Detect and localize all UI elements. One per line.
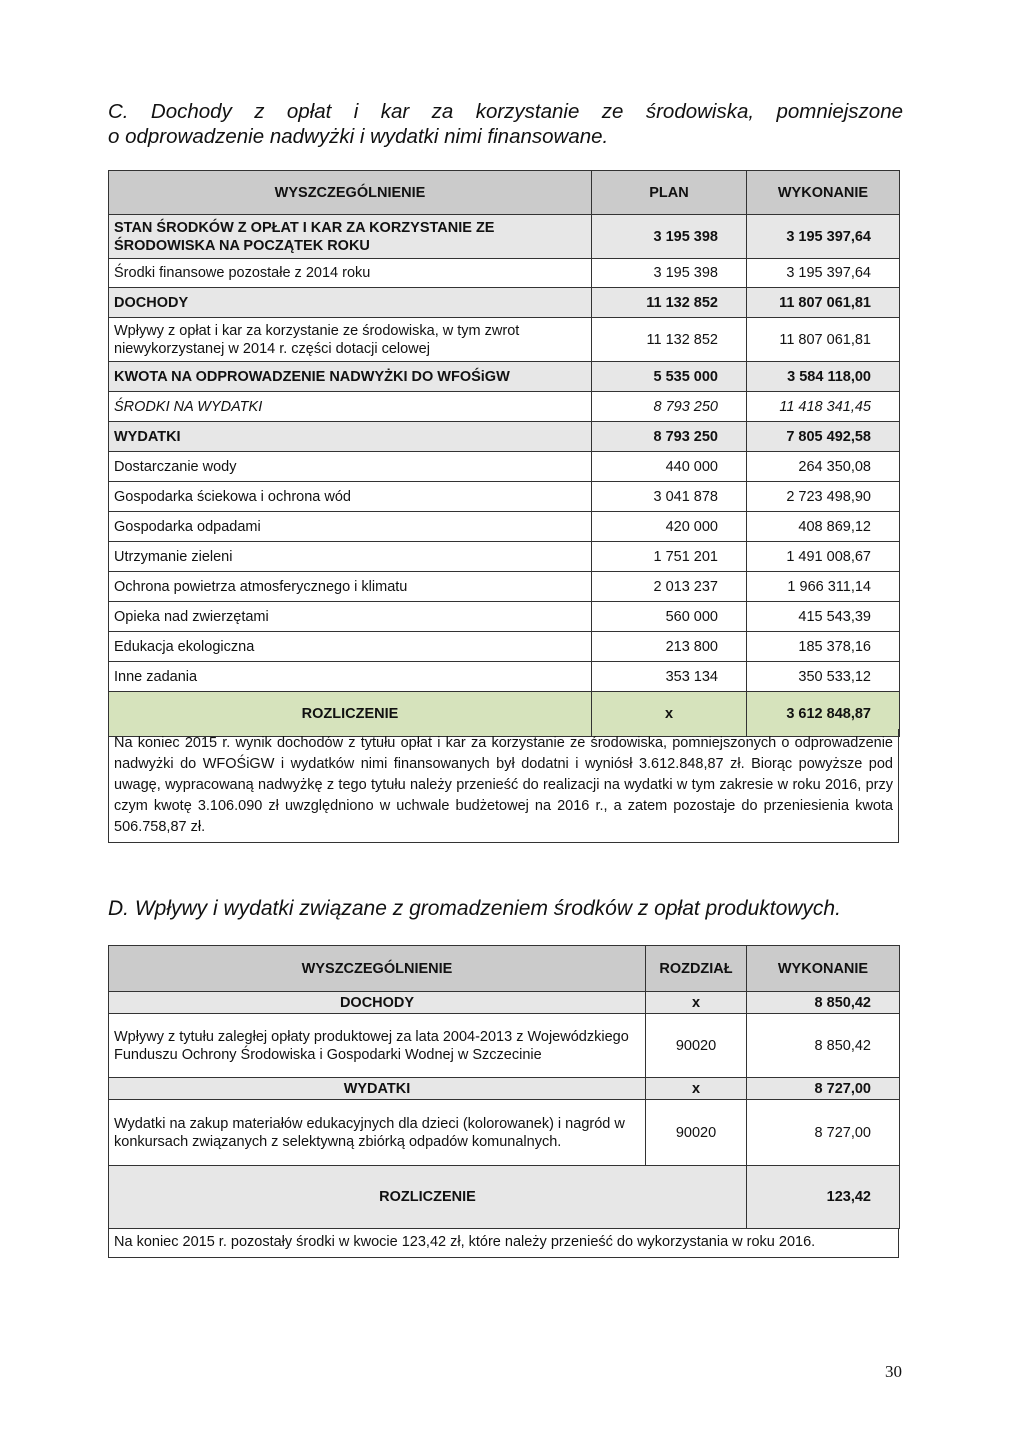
plan-value: 3 195 398 (592, 215, 747, 259)
execution-value: 1 491 008,67 (747, 542, 900, 572)
row-label: WYDATKI (109, 422, 592, 452)
heading-word: ze (601, 100, 624, 123)
table-row (109, 422, 900, 452)
table-row (109, 1100, 900, 1166)
table-row (109, 259, 900, 288)
row-label: STAN ŚRODKÓW Z OPŁAT I KAR ZA KORZYSTANIE ZE ŚRODOWISKA NA POCZĄTEK ROKU (109, 215, 592, 259)
table-row (109, 512, 900, 542)
chapter-value: x (646, 1078, 747, 1100)
row-label: Opieka nad zwierzętami (109, 602, 592, 632)
execution-value: 415 543,39 (747, 602, 900, 632)
row-label: DOCHODY (109, 288, 592, 318)
table-row (109, 602, 900, 632)
execution-value: 11 418 341,45 (747, 392, 900, 422)
chapter-value: x (646, 992, 747, 1014)
chapter-value: 90020 (646, 1014, 747, 1078)
row-label: Gospodarka ściekowa i ochrona wód (109, 482, 592, 512)
execution-value: 3 195 397,64 (747, 259, 900, 288)
section-d-heading: D. Wpływy i wydatki związane z gromadzeniem środków z opłat produktowych. (108, 897, 841, 920)
plan-value: x (592, 692, 747, 737)
row-label: DOCHODY (109, 992, 646, 1014)
execution-value: 1 966 311,14 (747, 572, 900, 602)
execution-value: 11 807 061,81 (747, 288, 900, 318)
row-label: Dostarczanie wody (109, 452, 592, 482)
row-label: WYDATKI (109, 1078, 646, 1100)
plan-value: 440 000 (592, 452, 747, 482)
execution-value: 7 805 492,58 (747, 422, 900, 452)
section-c-summary-note: Na koniec 2015 r. wynik dochodów z tytułu opłat i kar za korzystanie ze środowiska, pomniejszonych o odprowadzenie nadwyżki do WFOŚiGW i wydatków nimi finansowanych był dodatni i wyniósł 3.612.848,87 zł. Biorąc powyższe pod uwagę, wypracowaną nadwyżkę z tego tytułu należy przenieść do realizacji na wydatki w tym zakresie w roku 2016, przy czym kwotę 3.106.090 zł uwzględniono w uchwale budżetowej na 2016 r., a zatem pozostaje do przeniesienia kwota 506.758,87 zł. (108, 729, 899, 843)
plan-value: 213 800 (592, 632, 747, 662)
table-row (109, 632, 900, 662)
settlement-row (109, 1166, 900, 1229)
row-label: Ochrona powietrza atmosferycznego i klimatu (109, 572, 592, 602)
table-row (109, 318, 900, 362)
row-label: Wydatki na zakup materiałów edukacyjnych dla dzieci (kolorowanek) i nagród w konkursach związanych z selektywną zbiórką odpadów komunalnych. (109, 1100, 646, 1166)
execution-value: 2 723 498,90 (747, 482, 900, 512)
column-header-description: WYSZCZEGÓLNIENIE (109, 171, 592, 215)
execution-value: 264 350,08 (747, 452, 900, 482)
page-number: 30 (885, 1362, 902, 1381)
table-row (109, 572, 900, 602)
execution-value: 350 533,12 (747, 662, 900, 692)
heading-word: korzystanie (475, 100, 580, 123)
column-header-execution: WYKONANIE (747, 946, 900, 992)
heading-word: za (431, 100, 454, 123)
column-header-description: WYSZCZEGÓLNIENIE (109, 946, 646, 992)
table-row (109, 1014, 900, 1078)
heading-word: C. (108, 100, 129, 123)
row-label: Wpływy z opłat i kar za korzystanie ze środowiska, w tym zwrot niewykorzystanej w 2014 r. części dotacji celowej (109, 318, 592, 362)
heading-word: kar (380, 100, 410, 123)
plan-value: 3 041 878 (592, 482, 747, 512)
execution-value: 8 727,00 (747, 1100, 900, 1166)
heading-word: i (353, 100, 359, 123)
plan-value: 5 535 000 (592, 362, 747, 392)
plan-value: 1 751 201 (592, 542, 747, 572)
row-label: KWOTA NA ODPROWADZENIE NADWYŻKI DO WFOŚiGW (109, 362, 592, 392)
row-label: Wpływy z tytułu zaległej opłaty produktowej za lata 2004-2013 z Wojewódzkiego Funduszu Ochrony Środowiska i Gospodarki Wodnej w Szczecinie (109, 1014, 646, 1078)
heading-word: opłat (286, 100, 332, 123)
row-label: Inne zadania (109, 662, 592, 692)
section-d-summary-note: Na koniec 2015 r. pozostały środki w kwocie 123,42 zł, które należy przenieść do wykorzystania w roku 2016. (108, 1228, 899, 1258)
plan-value: 11 132 852 (592, 318, 747, 362)
execution-value: 3 584 118,00 (747, 362, 900, 392)
plan-value: 11 132 852 (592, 288, 747, 318)
table-row (109, 482, 900, 512)
row-label: Gospodarka odpadami (109, 512, 592, 542)
table-row (109, 215, 900, 259)
heading-word: Dochody (150, 100, 232, 123)
row-label: ŚRODKI NA WYDATKI (109, 392, 592, 422)
row-label: Edukacja ekologiczna (109, 632, 592, 662)
table-row (109, 392, 900, 422)
heading-word: z (254, 100, 265, 123)
execution-value: 8 850,42 (747, 1014, 900, 1078)
execution-value: 8 727,00 (747, 1078, 900, 1100)
execution-value: 408 869,12 (747, 512, 900, 542)
row-label: Środki finansowe pozostałe z 2014 roku (109, 259, 592, 288)
plan-value: 3 195 398 (592, 259, 747, 288)
table-row (109, 288, 900, 318)
table-row (109, 992, 900, 1014)
section-c-heading (108, 99, 903, 149)
column-header-chapter: ROZDZIAŁ (646, 946, 747, 992)
table-row (109, 452, 900, 482)
chapter-value: 90020 (646, 1100, 747, 1166)
table-row (109, 362, 900, 392)
section-c-heading-line1 (108, 99, 903, 124)
plan-value: 420 000 (592, 512, 747, 542)
plan-value: 353 134 (592, 662, 747, 692)
table-row (109, 1078, 900, 1100)
table-header-row (109, 946, 900, 992)
table-row (109, 662, 900, 692)
income-expenses-table (108, 170, 900, 737)
settlement-label: ROZLICZENIE (109, 1166, 747, 1229)
product-fees-table (108, 945, 900, 1229)
execution-value: 11 807 061,81 (747, 318, 900, 362)
plan-value: 2 013 237 (592, 572, 747, 602)
execution-value: 3 195 397,64 (747, 215, 900, 259)
row-label: Utrzymanie zieleni (109, 542, 592, 572)
execution-value: 3 612 848,87 (747, 692, 900, 737)
column-header-plan: PLAN (592, 171, 747, 215)
table-row (109, 542, 900, 572)
section-c-heading-line2: o odprowadzenie nadwyżki i wydatki nimi finansowane. (108, 125, 609, 148)
heading-word: pomniejszone (776, 100, 903, 123)
column-header-execution: WYKONANIE (747, 171, 900, 215)
execution-value: 8 850,42 (747, 992, 900, 1014)
plan-value: 8 793 250 (592, 392, 747, 422)
settlement-label: ROZLICZENIE (109, 692, 592, 737)
plan-value: 8 793 250 (592, 422, 747, 452)
heading-word: środowiska, (645, 100, 755, 123)
execution-value: 185 378,16 (747, 632, 900, 662)
table-header-row (109, 171, 900, 215)
execution-value: 123,42 (747, 1166, 900, 1229)
plan-value: 560 000 (592, 602, 747, 632)
